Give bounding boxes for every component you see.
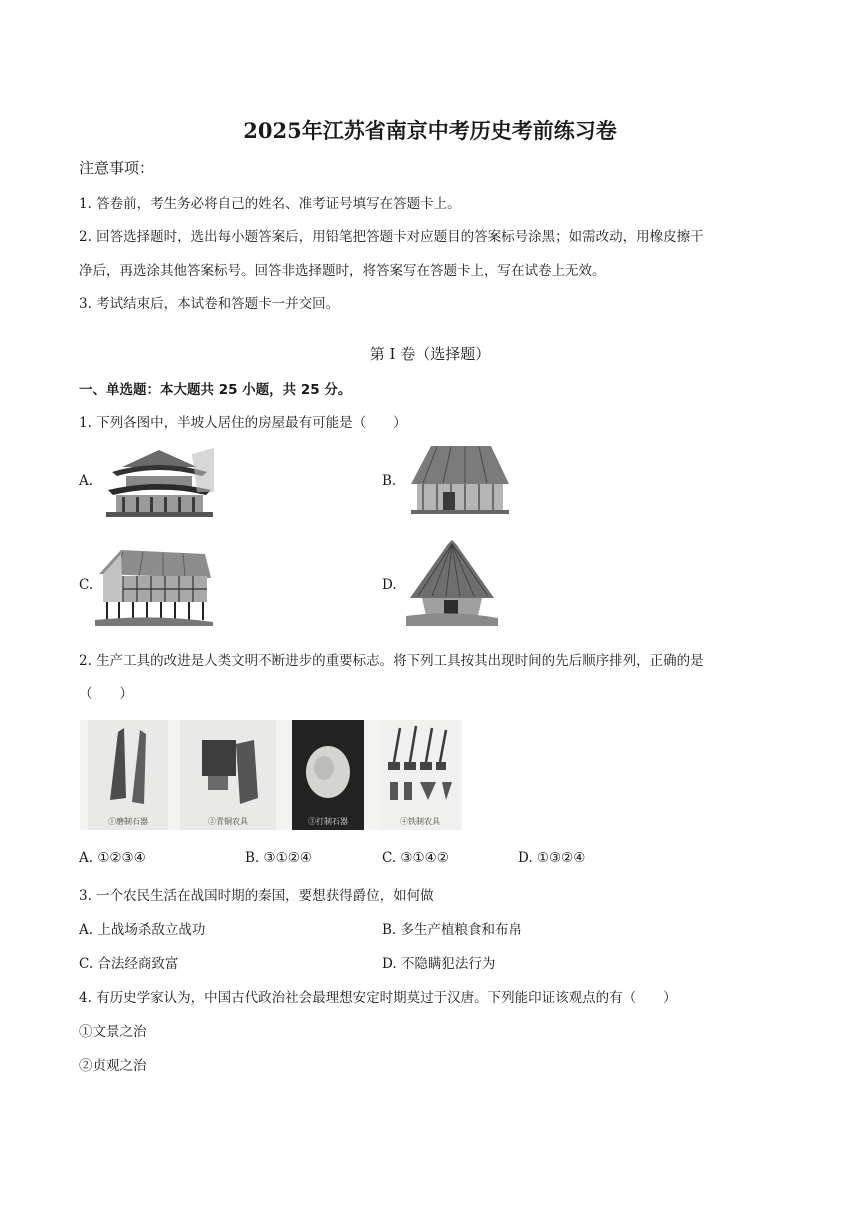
q2-option-b: B. ③①②④ [245, 850, 312, 866]
page-title: 2025年江苏省南京中考历史考前练习卷 [243, 118, 617, 143]
question-3-stem: 3. 一个农民生活在战国时期的秦国，要想获得爵位，如何做 [79, 888, 434, 904]
q1-option-c-label: C. [79, 577, 94, 593]
wooden-hut-image [403, 442, 513, 522]
q3-option-d: D. 不隐瞒犯法行为 [382, 956, 496, 972]
q3-option-b: B. 多生产植粮食和布帛 [382, 922, 523, 938]
tool-caption: ①磨制石器 [108, 817, 148, 826]
q2-option-c: C. ③①④② [382, 850, 449, 866]
q2-option-d: D. ①③②④ [518, 850, 586, 866]
question-2-stem-cont: （ ） [79, 686, 133, 702]
question-4-stem: 4. 有历史学家认为，中国古代政治社会最理想安定时期莫过于汉唐。下列能印证该观点的有（ ） [79, 990, 677, 1006]
bronze-tool-image [180, 720, 276, 830]
section-title: 第 I 卷（选择题） [369, 345, 491, 363]
notice-heading: 注意事项： [79, 159, 155, 177]
q4-item: ①文景之治 [79, 1024, 147, 1040]
tools-image-strip [80, 720, 462, 830]
ground-stone-tool-image [88, 720, 168, 830]
question-1-stem: 1. 下列各图中，半坡人居住的房屋最有可能是（ ） [79, 415, 407, 431]
iron-tool-image [380, 720, 460, 830]
palace-building-image [102, 442, 217, 520]
tool-caption: ④铁制农具 [400, 817, 440, 826]
q3-option-a: A. 上战场杀敌立战功 [79, 922, 206, 938]
chipped-stone-tool-image [292, 720, 364, 830]
thatched-hut-image [404, 538, 500, 628]
q4-item: ②贞观之治 [79, 1058, 147, 1074]
notice-item: 1. 答卷前，考生务必将自己的姓名、准考证号填写在答题卡上。 [79, 196, 461, 212]
q1-option-d-label: D. [382, 577, 397, 593]
tool-caption: ②青铜农具 [208, 817, 248, 826]
q2-option-a: A. ①②③④ [79, 850, 146, 866]
part-title: 一、单选题：本大题共 25 小题，共 25 分。 [79, 382, 352, 398]
notice-item: 3. 考试结束后，本试卷和答题卡一并交回。 [79, 296, 340, 312]
stilt-house-image [93, 544, 215, 626]
notice-item: 2. 回答选择题时，选出每小题答案后，用铅笔把答题卡对应题目的答案标号涂黑；如需改动，用橡皮擦干 [79, 229, 704, 245]
notice-item: 净后，再选涂其他答案标号。回答非选择题时，将答案写在答题卡上，写在试卷上无效。 [79, 263, 606, 279]
tool-caption: ③打制石器 [308, 817, 348, 826]
q3-option-c: C. 合法经商致富 [79, 956, 179, 972]
q1-option-a-label: A. [79, 473, 94, 489]
question-2-stem: 2. 生产工具的改进是人类文明不断进步的重要标志。将下列工具按其出现时间的先后顺序排列，正确的是 [79, 653, 704, 669]
q1-option-b-label: B. [382, 473, 397, 489]
